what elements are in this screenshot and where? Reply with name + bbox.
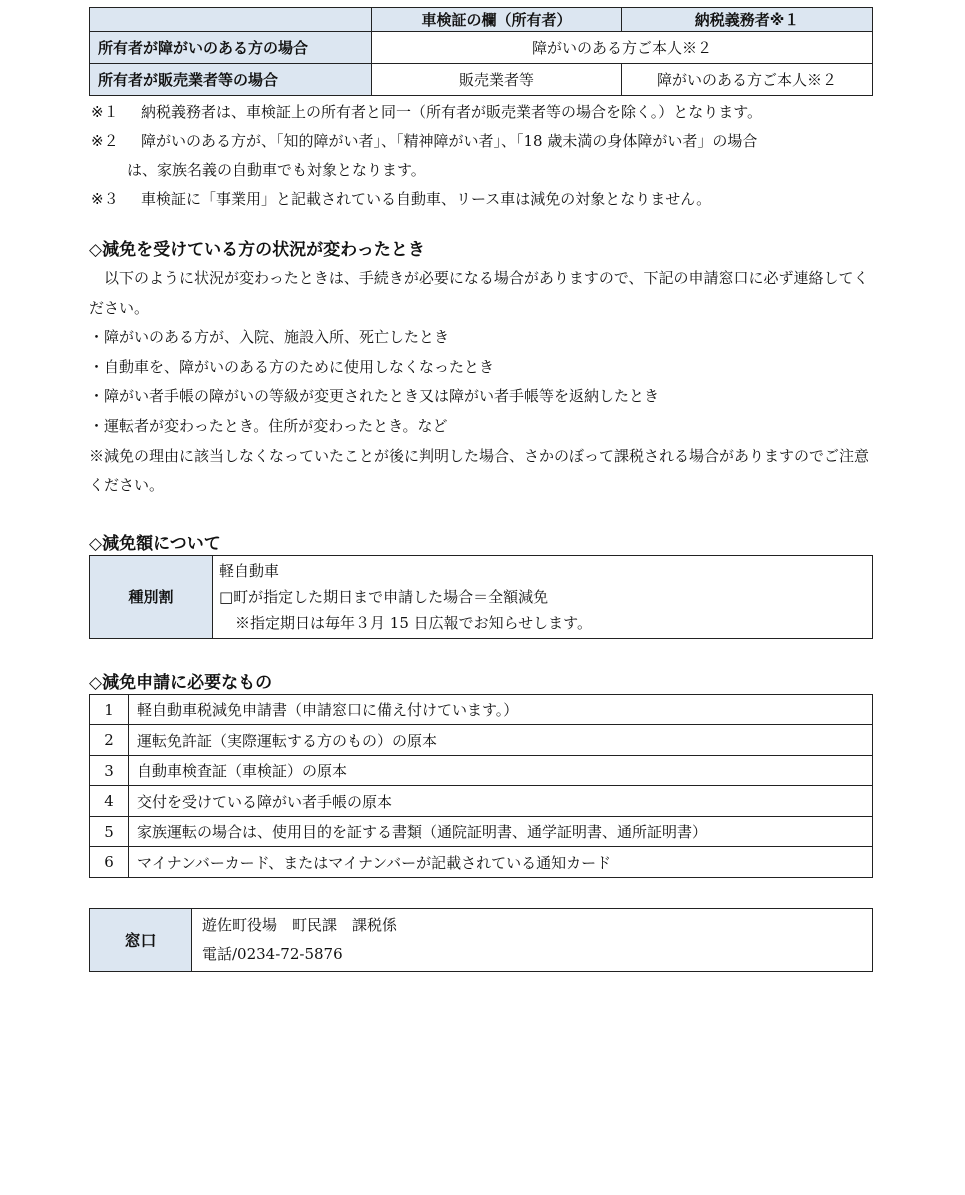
footnote-continuation: は、家族名義の自動車でも対象となります。 (127, 161, 426, 179)
list-item: ・障がいのある方が、入院、施設入所、死亡したとき (89, 328, 450, 347)
footnote-text: 納税義務者は、車検証上の所有者と同一（所有者が販売業者等の場合を除く。）となります。 (141, 103, 763, 121)
contact-detail (192, 908, 873, 971)
item-number: 6 (90, 847, 129, 878)
item-text: マイナンバーカード、またはマイナンバーが記載されている通知カード (129, 847, 873, 878)
row-label: 所有者が障がいのある方の場合 (90, 32, 372, 64)
section-title-required-documents: ◇減免申請に必要なもの (89, 672, 273, 693)
footnote-text: 障がいのある方が、「知的障がい者」、「精神障がい者」、「18 歳未満の身体障がい者」の場合 (141, 132, 758, 150)
header-corner-cell (90, 8, 372, 32)
item-text: 家族運転の場合は、使用目的を証する書類（通院証明書、通学証明書、通所証明書） (129, 816, 873, 847)
status-change-intro: 以下のように状況が変わったときは、手続きが必要になる場合がありますので、下記の申請窓口に必ず連絡してください。 (89, 269, 869, 317)
retroactive-warning: ※減免の理由に該当しなくなっていたことが後に判明した場合、さかのぼって課税される場合がありますのでご注意ください。 (89, 446, 870, 495)
list-item: ・運転者が変わったとき。住所が変わったとき。など (89, 416, 448, 435)
list-item: ・自動車を、障がいのある方のために使用しなくなったとき (89, 357, 495, 376)
footnote-text: 車検証に「事業用」と記載されている自動車、リース車は減免の対象となりません。 (141, 190, 712, 208)
tax-type-label: 種別割 (90, 555, 213, 638)
item-text: 自動車検査証（車検証）の原本 (129, 755, 873, 786)
row-label: 所有者が販売業者等の場合 (90, 64, 372, 96)
footnote-2 (89, 127, 872, 156)
reduction-amount-table (89, 555, 873, 639)
required-documents-table (89, 694, 873, 878)
item-text: 交付を受けている障がい者手帳の原本 (129, 786, 873, 817)
owner-taxpayer-table (89, 7, 873, 96)
header-owner-column: 車検証の欄（所有者） (372, 8, 622, 32)
vehicle-type: 軽自動車 (219, 561, 280, 580)
section-title-reduction-amount: ◇減免額について (89, 533, 221, 554)
table-row (90, 755, 873, 786)
reduction-detail (213, 555, 873, 638)
table-row (90, 32, 873, 64)
item-text: 運転免許証（実際運転する方のもの）の原本 (129, 725, 873, 756)
table-row (90, 816, 873, 847)
table-row (90, 725, 873, 756)
item-number: 5 (90, 816, 129, 847)
footnote-3 (89, 185, 872, 214)
owner-cell: 販売業者等 (372, 64, 622, 96)
contact-table (89, 908, 873, 972)
list-item: ・障がい者手帳の障がいの等級が変更されたとき又は障がい者手帳等を返納したとき (89, 387, 660, 406)
contact-phone: 電話/0234-72-5876 (202, 944, 343, 963)
item-number: 4 (90, 786, 129, 817)
footnote-mark: ※１ (91, 103, 119, 121)
header-taxpayer-column: 納税義務者※１ (622, 8, 873, 32)
footnote-mark: ※３ (91, 190, 119, 208)
table-header-row (90, 8, 873, 32)
item-number: 2 (90, 725, 129, 756)
section-title-status-change: ◇減免を受けている方の状況が変わったとき (89, 240, 425, 260)
footnote-1 (89, 98, 872, 127)
full-exemption-condition: □町が指定した期日まで申請した場合＝全額減免 (219, 587, 549, 606)
table-row (90, 64, 873, 96)
item-number: 1 (90, 694, 129, 725)
item-text: 軽自動車税減免申請書（申請窓口に備え付けています。） (129, 694, 873, 725)
contact-label: 窓口 (90, 908, 192, 971)
deadline-note: ※指定期日は毎年３月 15 日広報でお知らせします。 (235, 613, 592, 632)
merged-cell: 障がいのある方ご本人※２ (372, 32, 873, 64)
taxpayer-cell: 障がいのある方ご本人※２ (622, 64, 873, 96)
table-row (90, 847, 873, 878)
table-row (90, 786, 873, 817)
table-row (90, 694, 873, 725)
footnote-mark: ※２ (91, 132, 119, 150)
item-number: 3 (90, 755, 129, 786)
footnotes (89, 98, 872, 214)
page (89, 7, 872, 972)
contact-office: 遊佐町役場 町民課 課税係 (202, 915, 398, 934)
